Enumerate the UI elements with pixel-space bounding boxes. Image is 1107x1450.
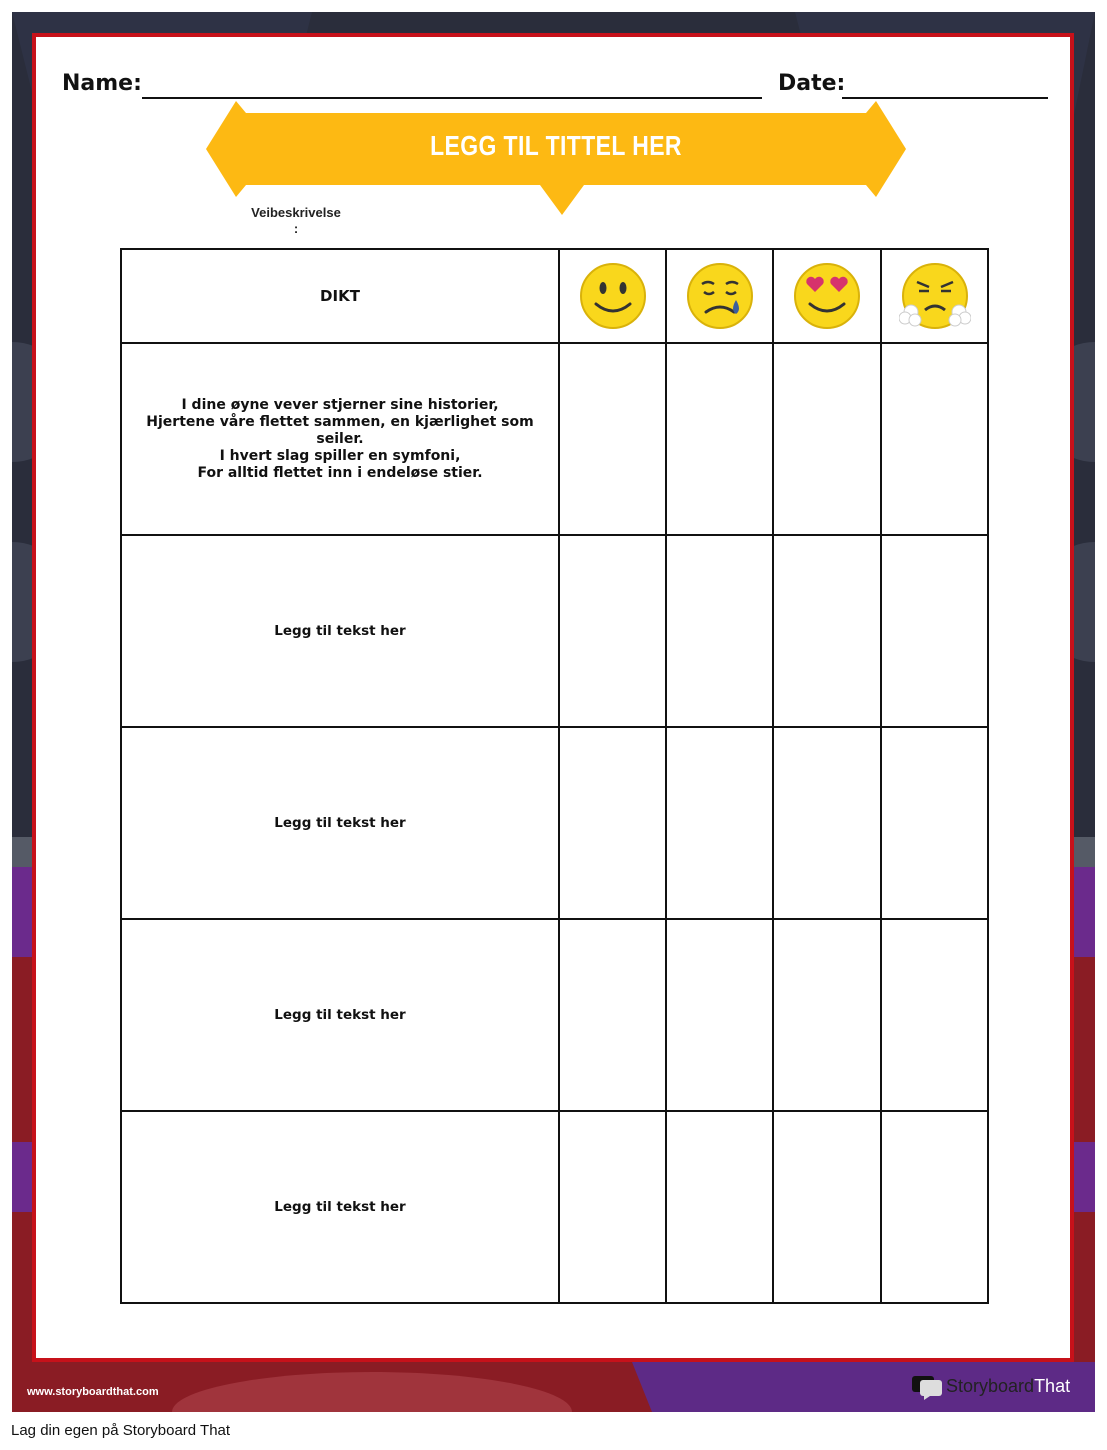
worksheet-poster bbox=[12, 12, 1095, 1412]
crying-face-icon bbox=[686, 262, 754, 330]
rating-cell[interactable] bbox=[666, 343, 773, 535]
storyboard-logo-text[interactable] bbox=[946, 1376, 1070, 1397]
emoji-header-cell bbox=[881, 249, 988, 343]
emoji-header-cell bbox=[666, 249, 773, 343]
logo-part-that: That bbox=[1034, 1376, 1071, 1396]
rating-cell[interactable] bbox=[666, 727, 773, 919]
rating-cell[interactable] bbox=[881, 727, 988, 919]
name-line[interactable] bbox=[142, 97, 762, 99]
table-row bbox=[121, 1111, 988, 1303]
rating-cell[interactable] bbox=[881, 343, 988, 535]
angry-steam-face-icon bbox=[899, 262, 971, 330]
rating-cell[interactable] bbox=[559, 343, 666, 535]
footer-text[interactable]: Lag din egen på Storyboard That bbox=[11, 1422, 231, 1439]
rating-cell[interactable] bbox=[773, 919, 881, 1111]
rating-cell[interactable] bbox=[773, 1111, 881, 1303]
emoji-header-cell bbox=[773, 249, 881, 343]
storyboard-logo-icon bbox=[910, 1374, 944, 1400]
text-cell[interactable]: Legg til tekst her bbox=[121, 727, 559, 919]
name-label: Name: bbox=[62, 71, 142, 96]
rating-cell[interactable] bbox=[559, 919, 666, 1111]
poem-rating-table bbox=[120, 248, 989, 1304]
smiling-face-icon bbox=[579, 262, 647, 330]
date-line[interactable] bbox=[842, 97, 1048, 99]
website-link[interactable]: www.storyboardthat.com bbox=[27, 1386, 159, 1398]
logo-part-storyboard: Storyboard bbox=[946, 1376, 1035, 1396]
rating-cell[interactable] bbox=[559, 535, 666, 727]
rating-cell[interactable] bbox=[666, 1111, 773, 1303]
text-cell[interactable]: Legg til tekst her bbox=[121, 1111, 559, 1303]
rating-cell[interactable] bbox=[773, 343, 881, 535]
rating-cell[interactable] bbox=[559, 1111, 666, 1303]
table-row bbox=[121, 535, 988, 727]
rating-cell[interactable] bbox=[773, 535, 881, 727]
rating-cell[interactable] bbox=[881, 1111, 988, 1303]
rating-cell[interactable] bbox=[881, 535, 988, 727]
rating-cell[interactable] bbox=[666, 535, 773, 727]
emoji-header-cell bbox=[559, 249, 666, 343]
page-title[interactable]: LEGG TIL TITTEL HER bbox=[430, 130, 682, 161]
table-header-row bbox=[121, 249, 988, 343]
rating-cell[interactable] bbox=[666, 919, 773, 1111]
description-label bbox=[241, 205, 351, 237]
date-label: Date: bbox=[778, 71, 846, 96]
description-text: Veibeskrivelse : bbox=[251, 205, 341, 236]
rating-cell[interactable] bbox=[559, 727, 666, 919]
poem-text-cell[interactable]: I dine øyne vever stjerner sine historier, Hjertene våre flettet sammen, en kjærlighet som seiler. I hvert slag spiller en symfoni, For alltid flettet inn i endeløse stier. bbox=[121, 343, 559, 535]
rating-cell[interactable] bbox=[773, 727, 881, 919]
worksheet-page bbox=[32, 33, 1074, 1362]
text-cell[interactable]: Legg til tekst her bbox=[121, 535, 559, 727]
table-row bbox=[121, 343, 988, 535]
table-row bbox=[121, 919, 988, 1111]
table-row bbox=[121, 727, 988, 919]
heart-eyes-face-icon bbox=[793, 262, 861, 330]
header-label-cell: DIKT bbox=[121, 249, 559, 343]
text-cell[interactable]: Legg til tekst her bbox=[121, 919, 559, 1111]
rating-cell[interactable] bbox=[881, 919, 988, 1111]
